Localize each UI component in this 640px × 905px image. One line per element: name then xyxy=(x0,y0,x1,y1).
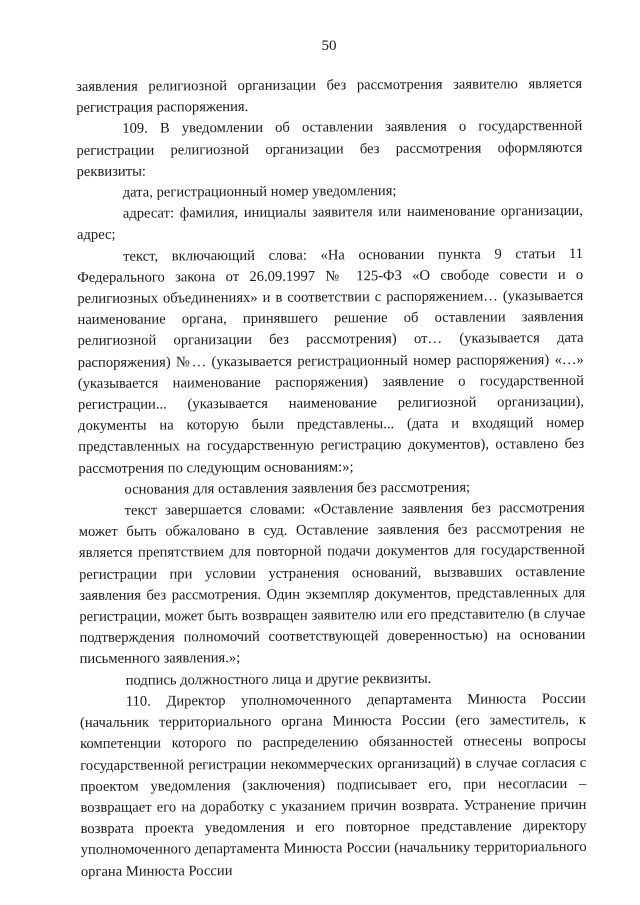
paragraph-continuation: заявления религиозной организации без рассмотрения заявителю является регистрация распоряжения. xyxy=(76,75,583,117)
requisite-closing-text: текст завершается словами: «Оставление заявления без рассмотрения может быть обжаловано в суд. Оставление заявления без рассмотрения не является препятствием для повторной подачи документов для государственной регистрации при условии устранения оснований, вызвавших оставление заявления без рассмотрения. Один экземпляр документов, представленных для регистрации, может быть возвращен заявителю или его представителю (в случае подтверждения полномочий соответствующей доверенностью) на основании письменного заявления.»; xyxy=(78,499,586,668)
requisite-text: текст, включающий слова: «На основании пункта 9 статьи 11 Федерального закона от 26.09.1997 № 125-ФЗ «О свободе совести и о религиозных объединениях» и в соответствии с распоряжением… (указывается наименование органа, принявшего решение об оставлении заявления религиозной организации без рассмотрения) от… (указывается дата распоряжения) №… (указывается регистрационный номер распоряжения) «…» (указывается наименование распоряжения) заявление о государственной регистрации... (указывается наименование религиозной организации), документы на которую были представлены... (дата и входящий номер представленных на государственную регистрацию документов), оставлено без рассмотрения по следующим основаниям:»; xyxy=(77,245,585,477)
paragraph-109: 109. В уведомлении об оставлении заявления о государственной регистрации религиозной организации без рассмотрения оформляются реквизиты: xyxy=(76,118,583,180)
requisite-date: дата, регистрационный номер уведомления; xyxy=(122,183,397,201)
requisite-signature: подпись должностного лица и другие реквизиты. xyxy=(125,670,432,689)
page-number: 50 xyxy=(321,38,337,54)
document-body xyxy=(76,74,587,883)
paragraph-110: 110. Директор уполномоченного департамента Минюста России (начальник территориального органа Минюста России (его заместитель, к компетенции которого по распределению обязанностей отнесены вопросы государственной регистрации некоммерческих организаций) в случае согласия с проектом уведомления (заключения) подписывает его, при несогласии – возвращает его на доработку с указанием причин возврата. Устранение причин возврата проекта уведомления и его повторное представление директору уполномоченного департамента Минюста России (начальнику территориального органа Минюста России xyxy=(79,690,587,880)
requisite-addressee: адресат: фамилия, инициалы заявителя или наименование организации, адрес; xyxy=(76,203,583,244)
requisite-grounds: основания для оставления заявления без рассмотрения; xyxy=(124,479,471,498)
